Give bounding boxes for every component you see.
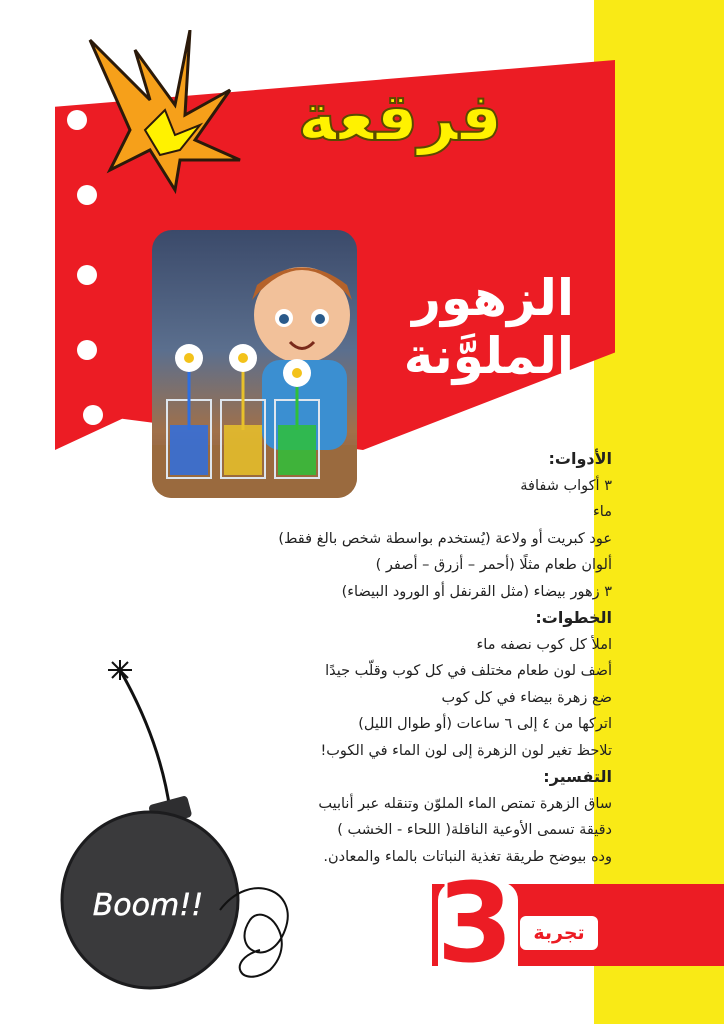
bomb-icon: [50, 660, 310, 990]
explanation-heading: التفسير:: [543, 767, 612, 786]
experiment-title-line1: الزهور: [412, 269, 574, 327]
explanation-line: ساق الزهرة تمتص الماء الملوّن وتنقله عبر أنابيب: [318, 795, 612, 812]
explanation-line: دقيقة تسمى الأوعية الناقلة( اللحاء - الخشب ): [337, 822, 612, 838]
experiment-title: [364, 270, 574, 385]
tool-item: ألوان طعام مثلًا (أحمر – أزرق – أصفر ): [375, 557, 612, 573]
tools-heading: الأدوات:: [548, 449, 612, 468]
explanation-line: وده بيوضح طريقة تغذية النباتات بالماء والمعادن.: [323, 848, 612, 865]
explosion-icon: [80, 30, 250, 200]
tool-item: ماء: [592, 504, 612, 520]
step-item: املأ كل كوب نصفه ماء: [476, 636, 612, 653]
bomb-text: Boom!!: [92, 888, 204, 923]
tool-item: عود كبريت أو ولاعة (يُستخدم بواسطة شخص بالغ فقط): [278, 530, 612, 547]
step-item: ضع زهرة بيضاء في كل كوب: [441, 689, 612, 706]
tool-item: ٣ زهور بيضاء (مثل القرنفل أو الورود البيضاء): [341, 583, 612, 600]
step-item: اتركها من ٤ إلى ٦ ساعات (أو طوال الليل): [358, 716, 612, 732]
step-item: تلاحظ تغير لون الزهرة إلى لون الماء في الكوب!: [320, 742, 612, 759]
experiment-label: تجربة: [520, 916, 598, 950]
tool-item: ٣ أكواب شفافة: [520, 477, 612, 494]
experiment-title-line2: الملوَّنة: [403, 326, 574, 385]
page-title: فرقعة: [297, 79, 503, 156]
step-item: أضف لون طعام مختلف في كل كوب وقلّب جيدًا: [325, 663, 612, 679]
steps-heading: الخطوات:: [535, 608, 612, 627]
experiment-number: 3: [436, 859, 514, 987]
